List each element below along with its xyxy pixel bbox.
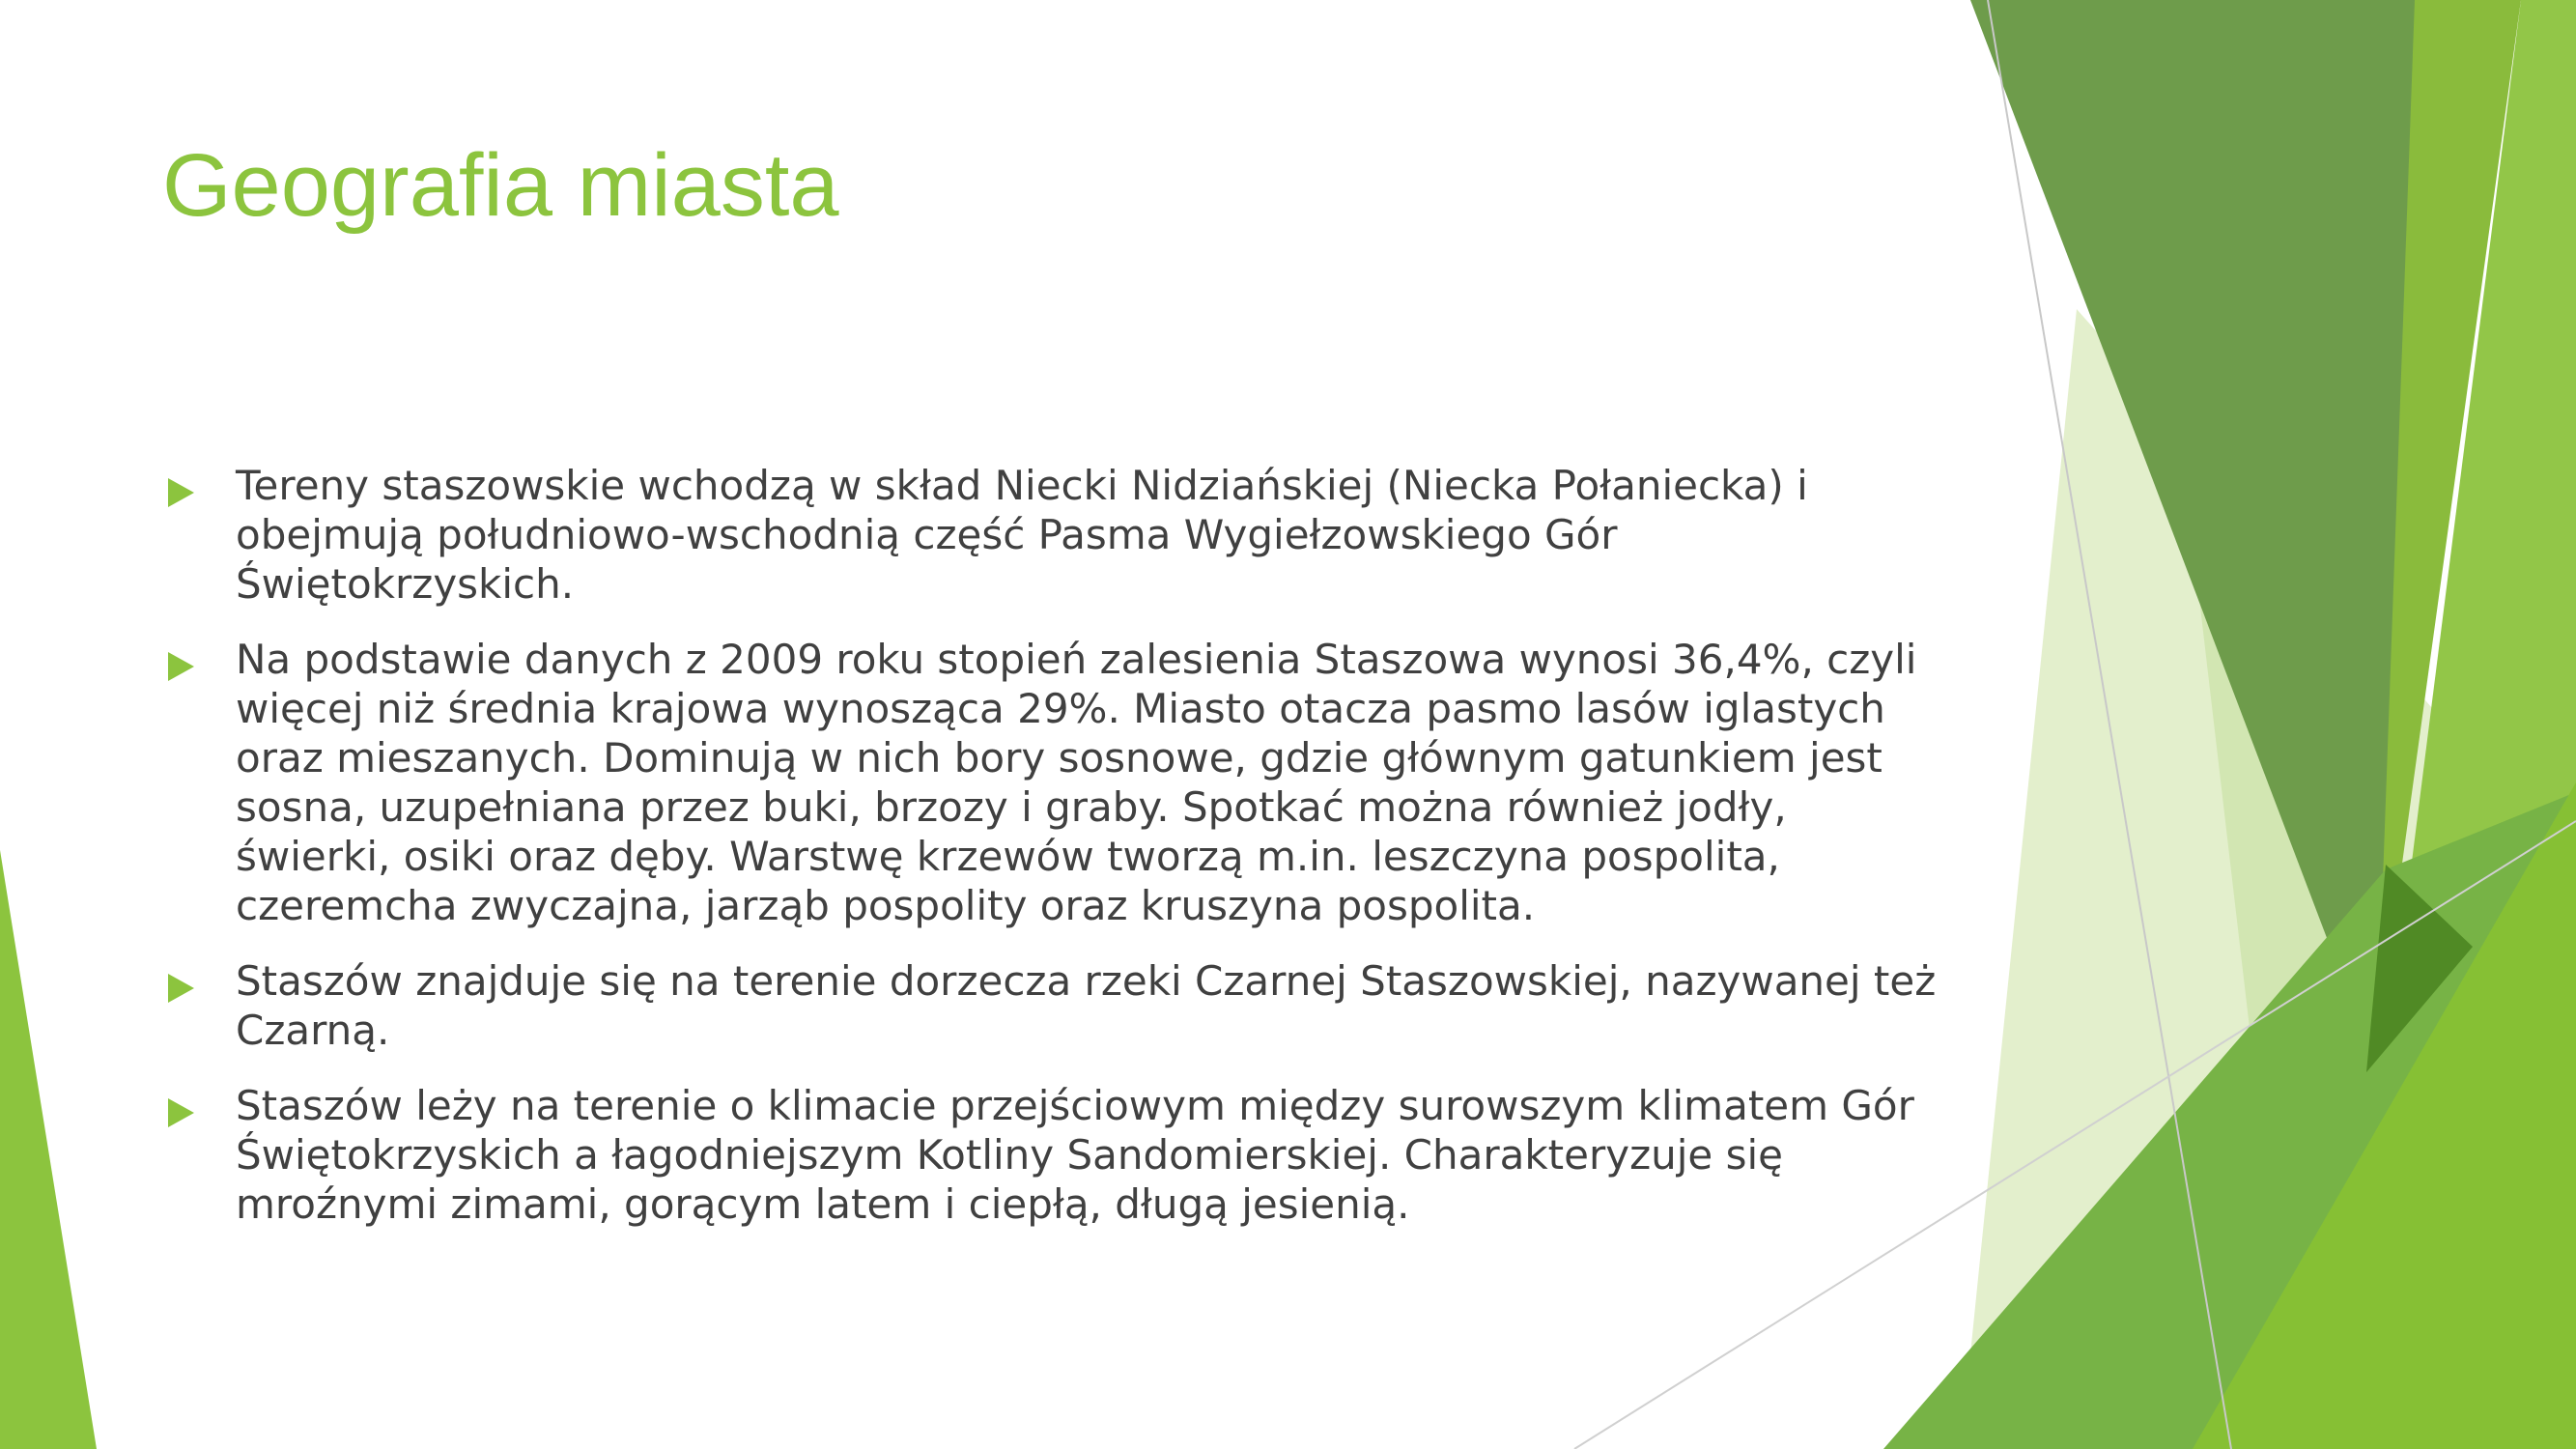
bullet-item [164,461,1941,609]
bullet-item [164,1081,1941,1229]
bullet-text: Tereny staszowskie wchodzą w skład Niecki Nidziańskiej (Niecka Połaniecka) i obejmują południowo-wschodnią część Pasma Wygiełzowskiego Gór Świętokrzyskich. [236,462,1808,608]
triangle-right-icon [168,1098,194,1127]
bullet-list [164,461,1941,1255]
bullet-item [164,956,1941,1055]
bullet-text: Staszów leży na terenie o klimacie przejściowym między surowszym klimatem Gór Świętokrzyskich a łagodniejszym Kotliny Sandomierskiej. Charakteryzuje się mroźnymi zimami, gorącym latem i ciepłą, długą jesienią. [236,1082,1914,1228]
bullet-text: Staszów znajduje się na terenie dorzecza rzeki Czarnej Staszowskiej, nazywanej też Czarną. [236,957,1937,1054]
triangle-right-icon [168,974,194,1003]
slide-title: Geografia miasta [162,136,839,235]
bullet-text: Na podstawie danych z 2009 roku stopień zalesienia Staszowa wynosi 36,4%, czyli więcej niż średnia krajowa wynosząca 29%. Miasto otacza pasmo lasów iglastych oraz mieszanych. Dominują w nich bory sosnowe, gdzie głównym gatunkiem jest sosna, uzupełniana przez buki, brzozy i graby. Spotkać można również jodły, świerki, osiki oraz dęby. Warstwę krzewów tworzą m.in. leszczyna pospolita, czeremcha zwyczajna, jarząb pospolity oraz kruszyna pospolita. [236,636,1917,929]
left-accent-shape [0,850,97,1449]
bullet-item [164,635,1941,930]
triangle-right-icon [168,478,194,507]
triangle-right-icon [168,652,194,681]
